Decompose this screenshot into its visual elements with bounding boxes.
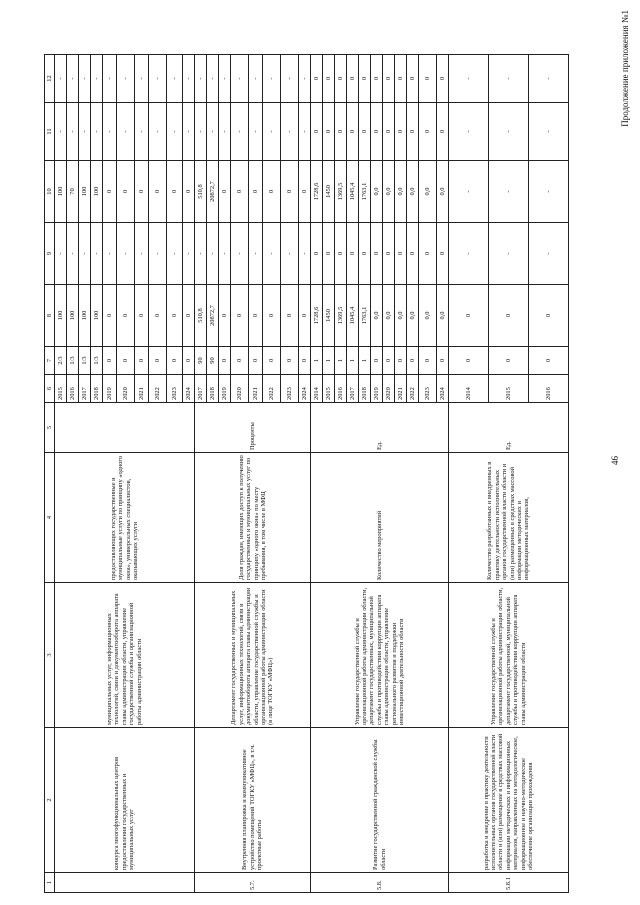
- value-cell-v9: 0: [323, 223, 335, 285]
- value-cell-v10: 70: [67, 161, 79, 223]
- item-number: 5.7.: [195, 873, 311, 893]
- value-cell-v8: 100: [91, 285, 103, 347]
- header-col-4: 4: [45, 453, 55, 583]
- value-cell-v9: -: [231, 223, 249, 285]
- year-cell: 2020: [117, 375, 135, 403]
- header-col-3: 3: [45, 583, 55, 728]
- value-cell-v7: 0: [117, 347, 135, 375]
- value-cell-v11: -: [219, 103, 231, 161]
- value-cell-v9: 0: [419, 223, 437, 285]
- year-cell: 2016: [529, 375, 569, 403]
- value-cell-v12: -: [299, 55, 311, 103]
- value-cell-v8: 1369,5: [335, 285, 347, 347]
- value-cell-v8: 100: [55, 285, 67, 347]
- year-cell: 2024: [299, 375, 311, 403]
- value-cell-v9: 0: [347, 223, 359, 285]
- unit: Ед.: [311, 403, 449, 453]
- value-cell-v12: 0: [437, 55, 449, 103]
- value-cell-v11: 0: [347, 103, 359, 161]
- year-cell: 2015: [323, 375, 335, 403]
- value-cell-v7: 0: [219, 347, 231, 375]
- value-cell-v9: 0: [437, 223, 449, 285]
- value-cell-v12: -: [103, 55, 117, 103]
- value-cell-v11: -: [281, 103, 299, 161]
- header-col-2: 2: [45, 728, 55, 873]
- value-cell-v11: -: [91, 103, 103, 161]
- year-cell: 2016: [335, 375, 347, 403]
- value-cell-v9: -: [55, 223, 67, 285]
- value-cell-v8: 0: [231, 285, 249, 347]
- value-cell-v11: -: [195, 103, 207, 161]
- value-cell-v12: -: [207, 55, 219, 103]
- item-number: [55, 873, 195, 893]
- value-cell-v10: 100: [55, 161, 67, 223]
- value-cell-v9: -: [249, 223, 263, 285]
- value-cell-v8: 1763,1: [359, 285, 371, 347]
- value-cell-v8: 0,0: [407, 285, 419, 347]
- year-cell: 2017: [195, 375, 207, 403]
- value-cell-v7: 1/3: [91, 347, 103, 375]
- value-cell-v10: 1450: [323, 161, 335, 223]
- value-cell-v7: 0: [489, 347, 529, 375]
- value-cell-v9: -: [207, 223, 219, 285]
- value-cell-v9: 0: [335, 223, 347, 285]
- value-cell-v10: 100: [91, 161, 103, 223]
- value-cell-v8: 0: [135, 285, 149, 347]
- value-cell-v12: -: [263, 55, 281, 103]
- value-cell-v11: 0: [359, 103, 371, 161]
- value-cell-v8: 0: [167, 285, 183, 347]
- value-cell-v10: 0: [183, 161, 195, 223]
- value-cell-v7: 2/3: [55, 347, 67, 375]
- year-cell: 2019: [219, 375, 231, 403]
- value-cell-v12: -: [79, 55, 91, 103]
- header-col-8: 8: [45, 285, 55, 347]
- year-cell: 2023: [419, 375, 437, 403]
- value-cell-v12: -: [219, 55, 231, 103]
- value-cell-v12: -: [449, 55, 489, 103]
- year-cell: 2022: [263, 375, 281, 403]
- value-cell-v10: 1728,6: [311, 161, 323, 223]
- header-col-7: 7: [45, 347, 55, 375]
- value-cell-v8: 0,0: [419, 285, 437, 347]
- value-cell-v8: 0: [103, 285, 117, 347]
- value-cell-v9: 0: [407, 223, 419, 285]
- value-cell-v10: 0,0: [419, 161, 437, 223]
- year-cell: 2015: [489, 375, 529, 403]
- value-cell-v11: -: [299, 103, 311, 161]
- value-cell-v10: 0,0: [407, 161, 419, 223]
- value-cell-v8: 1450: [323, 285, 335, 347]
- value-cell-v9: 0: [311, 223, 323, 285]
- year-cell: 2019: [103, 375, 117, 403]
- value-cell-v10: -: [449, 161, 489, 223]
- value-cell-v7: 0: [167, 347, 183, 375]
- value-cell-v10: 0: [219, 161, 231, 223]
- value-cell-v11: 0: [419, 103, 437, 161]
- value-cell-v7: 0: [149, 347, 167, 375]
- value-cell-v12: -: [135, 55, 149, 103]
- value-cell-v10: 0: [117, 161, 135, 223]
- value-cell-v10: 510,8: [195, 161, 207, 223]
- value-cell-v10: 1045,4: [347, 161, 359, 223]
- value-cell-v8: 100: [67, 285, 79, 347]
- value-cell-v9: -: [183, 223, 195, 285]
- year-cell: 2023: [167, 375, 183, 403]
- value-cell-v7: 1: [335, 347, 347, 375]
- value-cell-v9: 0: [359, 223, 371, 285]
- value-cell-v11: 0: [383, 103, 395, 161]
- event-name: Развитие государственной гражданской службы области: [311, 728, 449, 873]
- value-cell-v10: 0: [299, 161, 311, 223]
- item-number: 5.8.1: [449, 873, 569, 893]
- value-cell-v11: 0: [395, 103, 407, 161]
- value-cell-v11: -: [249, 103, 263, 161]
- value-cell-v11: -: [207, 103, 219, 161]
- header-col-11: 11: [45, 103, 55, 161]
- value-cell-v10: 0,0: [383, 161, 395, 223]
- value-cell-v10: 1763,1: [359, 161, 371, 223]
- value-cell-v10: 0: [249, 161, 263, 223]
- value-cell-v7: 1/3: [67, 347, 79, 375]
- value-cell-v11: -: [263, 103, 281, 161]
- value-cell-v9: -: [67, 223, 79, 285]
- value-cell-v12: 0: [383, 55, 395, 103]
- value-cell-v7: 0: [437, 347, 449, 375]
- value-cell-v11: -: [231, 103, 249, 161]
- value-cell-v7: 1/3: [79, 347, 91, 375]
- header-col-5: 5: [45, 403, 55, 453]
- value-cell-v12: -: [167, 55, 183, 103]
- value-cell-v9: 0: [395, 223, 407, 285]
- value-cell-v9: -: [219, 223, 231, 285]
- event-name: разработка и внедрение в практику деятельности исполнительных органов государственной власти области и (или) размещение в средствах массовой информации методических и информационных материалов, направленных на методологическое, информационное и научно-методическое обеспечение организации прохождения: [449, 728, 569, 873]
- program-table: [44, 54, 569, 893]
- year-cell: 2022: [149, 375, 167, 403]
- value-cell-v12: 0: [395, 55, 407, 103]
- year-cell: 2019: [371, 375, 383, 403]
- executor: Управление государственной службы и организационной работы администрации области, департамент государственной, муниципальной службы и противодействия коррупции аппарата главы администрации области: [449, 583, 569, 728]
- value-cell-v12: -: [249, 55, 263, 103]
- value-cell-v8: 0: [281, 285, 299, 347]
- value-cell-v11: 0: [311, 103, 323, 161]
- table-row: [311, 55, 323, 893]
- value-cell-v8: 0: [489, 285, 529, 347]
- table-row: [195, 55, 207, 893]
- year-cell: 2014: [449, 375, 489, 403]
- value-cell-v9: -: [529, 223, 569, 285]
- value-cell-v11: -: [67, 103, 79, 161]
- year-cell: 2015: [55, 375, 67, 403]
- value-cell-v10: 0: [281, 161, 299, 223]
- value-cell-v9: 0: [371, 223, 383, 285]
- value-cell-v8: 0,0: [437, 285, 449, 347]
- header-row: [45, 55, 55, 893]
- value-cell-v9: -: [195, 223, 207, 285]
- value-cell-v11: 0: [371, 103, 383, 161]
- value-cell-v10: 0: [135, 161, 149, 223]
- value-cell-v12: 0: [347, 55, 359, 103]
- value-cell-v8: 0,0: [383, 285, 395, 347]
- value-cell-v7: 0: [449, 347, 489, 375]
- value-cell-v11: 0: [437, 103, 449, 161]
- value-cell-v11: -: [489, 103, 529, 161]
- unit: [55, 403, 195, 453]
- value-cell-v10: 0,0: [395, 161, 407, 223]
- value-cell-v10: 0: [167, 161, 183, 223]
- value-cell-v9: -: [263, 223, 281, 285]
- unit: Проценты: [195, 403, 311, 453]
- value-cell-v11: 0: [323, 103, 335, 161]
- value-cell-v11: 0: [335, 103, 347, 161]
- value-cell-v12: -: [195, 55, 207, 103]
- indicator: Количество мероприятий: [311, 453, 449, 583]
- year-cell: 2018: [207, 375, 219, 403]
- value-cell-v12: -: [529, 55, 569, 103]
- value-cell-v7: 0: [407, 347, 419, 375]
- value-cell-v8: 0: [183, 285, 195, 347]
- value-cell-v8: 1045,4: [347, 285, 359, 347]
- value-cell-v8: 0: [299, 285, 311, 347]
- year-cell: 2018: [359, 375, 371, 403]
- value-cell-v11: -: [183, 103, 195, 161]
- value-cell-v12: -: [231, 55, 249, 103]
- value-cell-v8: 0: [219, 285, 231, 347]
- value-cell-v12: -: [91, 55, 103, 103]
- value-cell-v9: -: [149, 223, 167, 285]
- year-cell: 2017: [347, 375, 359, 403]
- value-cell-v7: 0: [231, 347, 249, 375]
- value-cell-v10: -: [489, 161, 529, 223]
- value-cell-v7: 0: [281, 347, 299, 375]
- value-cell-v7: 90: [207, 347, 219, 375]
- year-cell: 2017: [79, 375, 91, 403]
- value-cell-v9: -: [79, 223, 91, 285]
- value-cell-v9: -: [117, 223, 135, 285]
- value-cell-v9: -: [281, 223, 299, 285]
- value-cell-v8: 0: [117, 285, 135, 347]
- appendix-label: Продолжение приложения №1: [620, 10, 630, 127]
- value-cell-v7: 0: [103, 347, 117, 375]
- value-cell-v8: 100: [79, 285, 91, 347]
- header-col-9: 9: [45, 223, 55, 285]
- value-cell-v10: 0: [103, 161, 117, 223]
- header-col-6: 6: [45, 375, 55, 403]
- table-row: [449, 55, 489, 893]
- year-cell: 2021: [395, 375, 407, 403]
- value-cell-v7: 90: [195, 347, 207, 375]
- year-cell: 2021: [135, 375, 149, 403]
- event-name: Внутренняя планировка и коммуникативное устройство помещений ТОГКУ «МФЦ», в т.ч. проектные работы: [195, 728, 311, 873]
- value-cell-v8: 0: [529, 285, 569, 347]
- value-cell-v11: -: [529, 103, 569, 161]
- item-number: 5.8.: [311, 873, 449, 893]
- value-cell-v12: 0: [407, 55, 419, 103]
- value-cell-v9: -: [91, 223, 103, 285]
- value-cell-v9: -: [489, 223, 529, 285]
- value-cell-v11: -: [449, 103, 489, 161]
- value-cell-v12: 0: [419, 55, 437, 103]
- header-col-1: 1: [45, 873, 55, 893]
- value-cell-v9: -: [167, 223, 183, 285]
- value-cell-v7: 0: [135, 347, 149, 375]
- value-cell-v7: 1: [323, 347, 335, 375]
- value-cell-v11: -: [55, 103, 67, 161]
- value-cell-v7: 0: [299, 347, 311, 375]
- value-cell-v7: 1: [359, 347, 371, 375]
- value-cell-v11: -: [167, 103, 183, 161]
- year-cell: 2014: [311, 375, 323, 403]
- value-cell-v11: -: [149, 103, 167, 161]
- value-cell-v9: 0: [383, 223, 395, 285]
- year-cell: 2020: [383, 375, 395, 403]
- unit: Ед.: [449, 403, 569, 453]
- value-cell-v10: -: [529, 161, 569, 223]
- year-cell: 2018: [91, 375, 103, 403]
- value-cell-v8: 1728,6: [311, 285, 323, 347]
- indicator: Количество разработанных и внедренных в практику деятельности исполнительных органов государственной власти области и (или) размещенных в средствах массовой информации методических и информационных материалов,: [449, 453, 569, 583]
- value-cell-v10: 0: [231, 161, 249, 223]
- year-cell: 2016: [67, 375, 79, 403]
- year-cell: 2022: [407, 375, 419, 403]
- year-cell: 2023: [281, 375, 299, 403]
- year-cell: 2020: [231, 375, 249, 403]
- value-cell-v12: -: [183, 55, 195, 103]
- value-cell-v7: 0: [263, 347, 281, 375]
- value-cell-v10: 0: [263, 161, 281, 223]
- value-cell-v12: -: [489, 55, 529, 103]
- value-cell-v8: 0: [149, 285, 167, 347]
- value-cell-v12: -: [149, 55, 167, 103]
- value-cell-v7: 1: [311, 347, 323, 375]
- value-cell-v7: 0: [371, 347, 383, 375]
- value-cell-v7: 0: [419, 347, 437, 375]
- value-cell-v9: -: [449, 223, 489, 285]
- value-cell-v10: 1369,5: [335, 161, 347, 223]
- value-cell-v12: -: [55, 55, 67, 103]
- value-cell-v12: 0: [371, 55, 383, 103]
- value-cell-v11: -: [135, 103, 149, 161]
- value-cell-v12: -: [281, 55, 299, 103]
- indicator: предоставляющих государственные и муниципальные услуги по принципу «одного окна», универсальных специалистов, оказывающих услуги: [55, 453, 195, 583]
- value-cell-v10: 0: [149, 161, 167, 223]
- value-cell-v12: 0: [311, 55, 323, 103]
- year-cell: 2021: [249, 375, 263, 403]
- value-cell-v11: -: [117, 103, 135, 161]
- value-cell-v7: 0: [395, 347, 407, 375]
- header-col-12: 12: [45, 55, 55, 103]
- indicator: Доля граждан, имеющих доступ к получению государственных и муниципальных услуг по принципу «одного окна» по месту пребывания, в том числе в МФЦ: [195, 453, 311, 583]
- value-cell-v8: 510,8: [195, 285, 207, 347]
- value-cell-v11: -: [103, 103, 117, 161]
- value-cell-v8: 0: [249, 285, 263, 347]
- value-cell-v7: 0: [529, 347, 569, 375]
- value-cell-v9: -: [103, 223, 117, 285]
- value-cell-v11: 0: [407, 103, 419, 161]
- executor: Департамент государственных и муниципальных услуг, информационных технологий, связи и документооборота аппарата главы администрации области, управление государственной службы и организационной работы администрации области (в лице ТОГКУ «МФЦ»): [195, 583, 311, 728]
- value-cell-v10: 0,0: [371, 161, 383, 223]
- event-name: конкурса многофункциональных центров предоставления государственных и муниципальных услуг: [55, 728, 195, 873]
- value-cell-v10: 0,0: [437, 161, 449, 223]
- year-cell: 2024: [437, 375, 449, 403]
- value-cell-v12: -: [117, 55, 135, 103]
- value-cell-v8: 0: [263, 285, 281, 347]
- page-number: 46: [610, 456, 620, 465]
- value-cell-v12: -: [67, 55, 79, 103]
- value-cell-v12: 0: [335, 55, 347, 103]
- value-cell-v10: 20872,7: [207, 161, 219, 223]
- value-cell-v7: 0: [183, 347, 195, 375]
- value-cell-v7: 1: [347, 347, 359, 375]
- value-cell-v8: 0,0: [371, 285, 383, 347]
- value-cell-v8: 0: [449, 285, 489, 347]
- value-cell-v9: -: [299, 223, 311, 285]
- header-col-10: 10: [45, 161, 55, 223]
- value-cell-v8: 20872,7: [207, 285, 219, 347]
- executor: Управление государственной службы и организационной работы администрации области, департамент государственных, муниципальной службы и противодействия коррупции аппарата главы администрации области, управление регионального развития и поддержки инвестиционной деятельности области: [311, 583, 449, 728]
- value-cell-v11: -: [79, 103, 91, 161]
- value-cell-v7: 0: [249, 347, 263, 375]
- executor: муниципальных услуг, информационных технологий, связи и документооборота аппарата главы администрации области, управление государственной службы и организационной работы администрации области: [55, 583, 195, 728]
- year-cell: 2024: [183, 375, 195, 403]
- value-cell-v8: 0,0: [395, 285, 407, 347]
- value-cell-v12: 0: [359, 55, 371, 103]
- value-cell-v12: 0: [323, 55, 335, 103]
- value-cell-v9: -: [135, 223, 149, 285]
- value-cell-v10: 100: [79, 161, 91, 223]
- value-cell-v7: 0: [383, 347, 395, 375]
- table-row: [55, 55, 67, 893]
